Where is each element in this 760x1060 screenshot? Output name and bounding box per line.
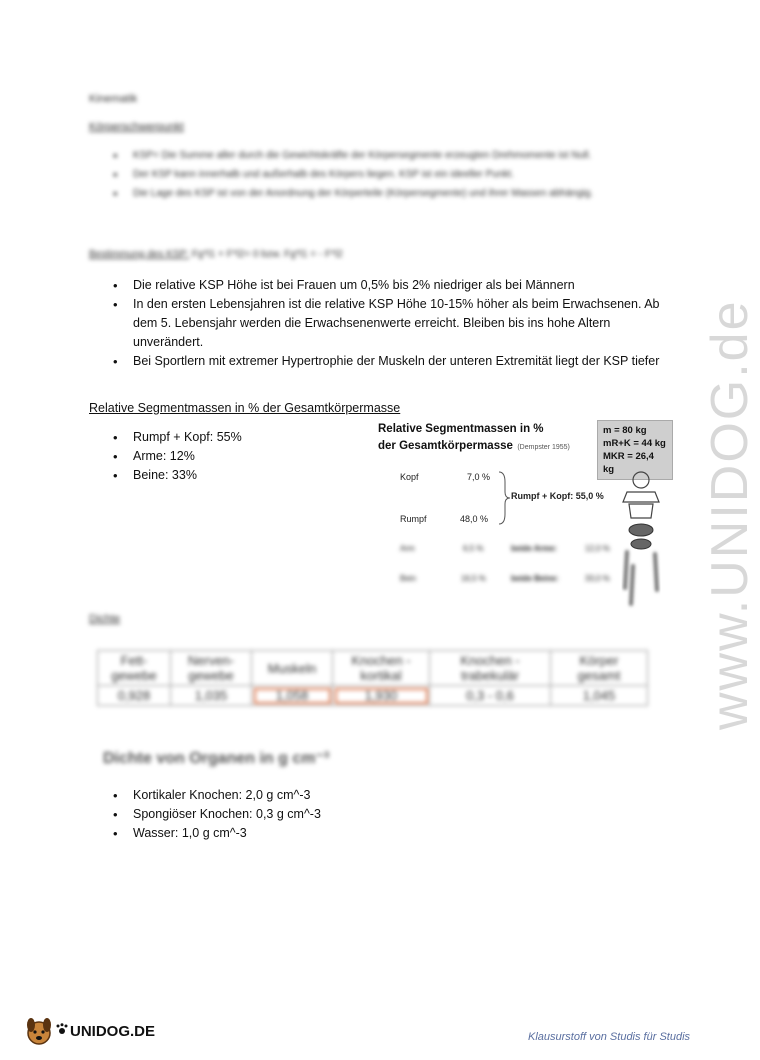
list-item: • Die Lage des KSP ist von der Anordnung der Körperteile (Körpersegmente) und ihrer Massen abhängig. <box>103 184 663 203</box>
rumpf-value: 48,0 % <box>460 514 489 524</box>
segment-mass-figure <box>375 420 675 610</box>
list-item: • Der KSP kann innerhalb und außerhalb des Körpers liegen. KSP ist ein ideeller Punkt. <box>103 165 663 184</box>
bein-value: 16,5 % <box>461 574 486 583</box>
table-cell: 1,045 <box>551 686 648 706</box>
arm-label: Arm <box>400 544 415 553</box>
list-item: • Die relative KSP Höhe ist bei Frauen um 0,5% bis 2% niedriger als bei Männern <box>103 276 668 295</box>
list-item: • In den ersten Lebensjahren ist die relative KSP Höhe 10-15% höher als beim Erwachsenen. Ab dem 5. Lebensjahr werden die Erwachsenenwerte erreicht. Bleiben bis ins hohe Altern unverändert. <box>103 295 668 352</box>
table-cell: 0,3 - 0,6 <box>430 686 551 706</box>
list-item: • Kortikaler Knochen: 2,0 g cm^-3 <box>103 786 423 805</box>
table-header-cell: Fett- gewebe <box>98 651 171 686</box>
table-header-cell: Knochen - kortikal <box>333 651 430 686</box>
topic-label: Kinematik <box>89 93 138 105</box>
density-table <box>97 650 648 706</box>
kopf-label: Kopf <box>400 472 419 482</box>
table-cell-highlighted: 1,058 <box>252 686 333 706</box>
mass-total: m = 80 kg <box>603 425 647 436</box>
body-segment-icon <box>615 470 670 610</box>
rumpf-label: Rumpf <box>400 514 427 524</box>
footer-logo-group <box>24 1016 155 1046</box>
dog-logo-icon <box>24 1016 54 1046</box>
footer-logo-text: UNIDOG.DE <box>70 1022 156 1040</box>
footer-tagline: Klausurstoff von Studis für Studis <box>528 1031 691 1043</box>
mass-trunk-head: mR+K = 44 kg <box>603 438 666 449</box>
table-cell: 1,035 <box>171 686 252 706</box>
list-item: • Arme: 12% <box>103 447 343 466</box>
sum-label: Rumpf + Kopf: 55,0 % <box>511 491 604 501</box>
list-item: • Spongiöser Knochen: 0,3 g cm^-3 <box>103 805 423 824</box>
list-item: • Bei Sportlern mit extremer Hypertrophie der Muskeln der unteren Extremität liegt der KSP tiefer <box>103 352 668 371</box>
list-item: • Beine: 33% <box>103 466 343 485</box>
figure-title-line1: Relative Segmentmassen in % <box>378 423 544 435</box>
segment-bullet-list <box>103 428 343 485</box>
legs-label: beide Beine: <box>511 574 559 583</box>
mass-kr: MKR = 26,4 kg <box>603 451 654 475</box>
section-heading: Körperschwerpunkt <box>89 121 184 133</box>
table-header-cell: Nerven- gewebe <box>171 651 252 686</box>
table-header-cell: Knochen - trabekulär <box>430 651 551 686</box>
ksp-formula: Fg*l1 + F*l2= 0 bzw. Fg*l1 = - F*l2 <box>191 249 343 260</box>
figure-title-line2: der Gesamtkörpermasse <box>378 440 513 452</box>
watermark-text: www.UNIDOG.de <box>701 299 759 730</box>
figure-source: (Dempster 1955) <box>517 444 570 451</box>
kopf-value: 7,0 % <box>467 472 491 482</box>
list-item: • KSP= Die Summe aller durch die Gewichtskräfte der Körpersegmente erzeugten Drehmomente ist Null. <box>103 146 663 165</box>
ksp-formula-line <box>89 249 343 260</box>
bein-label: Bein <box>400 574 417 583</box>
organ-density-heading: Dichte von Organen in g cm⁻³ <box>103 750 330 767</box>
ksp-bullet-list <box>103 276 668 371</box>
table-cell-highlighted: 1,930 <box>333 686 430 706</box>
table-header-cell: Körper gesamt <box>551 651 648 686</box>
legs-value: 33,0 % <box>585 574 610 583</box>
list-item: • Wasser: 1,0 g cm^-3 <box>103 824 423 843</box>
density-heading: Dichte <box>89 613 121 625</box>
arm-value: 6,5 % <box>463 544 484 553</box>
arms-label: beide Arme: <box>511 544 557 553</box>
blurred-bullet-list <box>103 146 663 203</box>
arms-value: 12,0 % <box>585 544 610 553</box>
table-header-cell: Muskeln <box>252 651 333 686</box>
organ-density-list <box>103 786 423 843</box>
table-cell: 0,928 <box>98 686 171 706</box>
paw-icon <box>56 1022 68 1040</box>
segment-heading: Relative Segmentmassen in % der Gesamtkörpermasse <box>89 401 401 415</box>
list-item: • Rumpf + Kopf: 55% <box>103 428 343 447</box>
brace-icon <box>497 470 511 526</box>
ksp-formula-label: Bestimmung des KSP: <box>89 249 190 260</box>
